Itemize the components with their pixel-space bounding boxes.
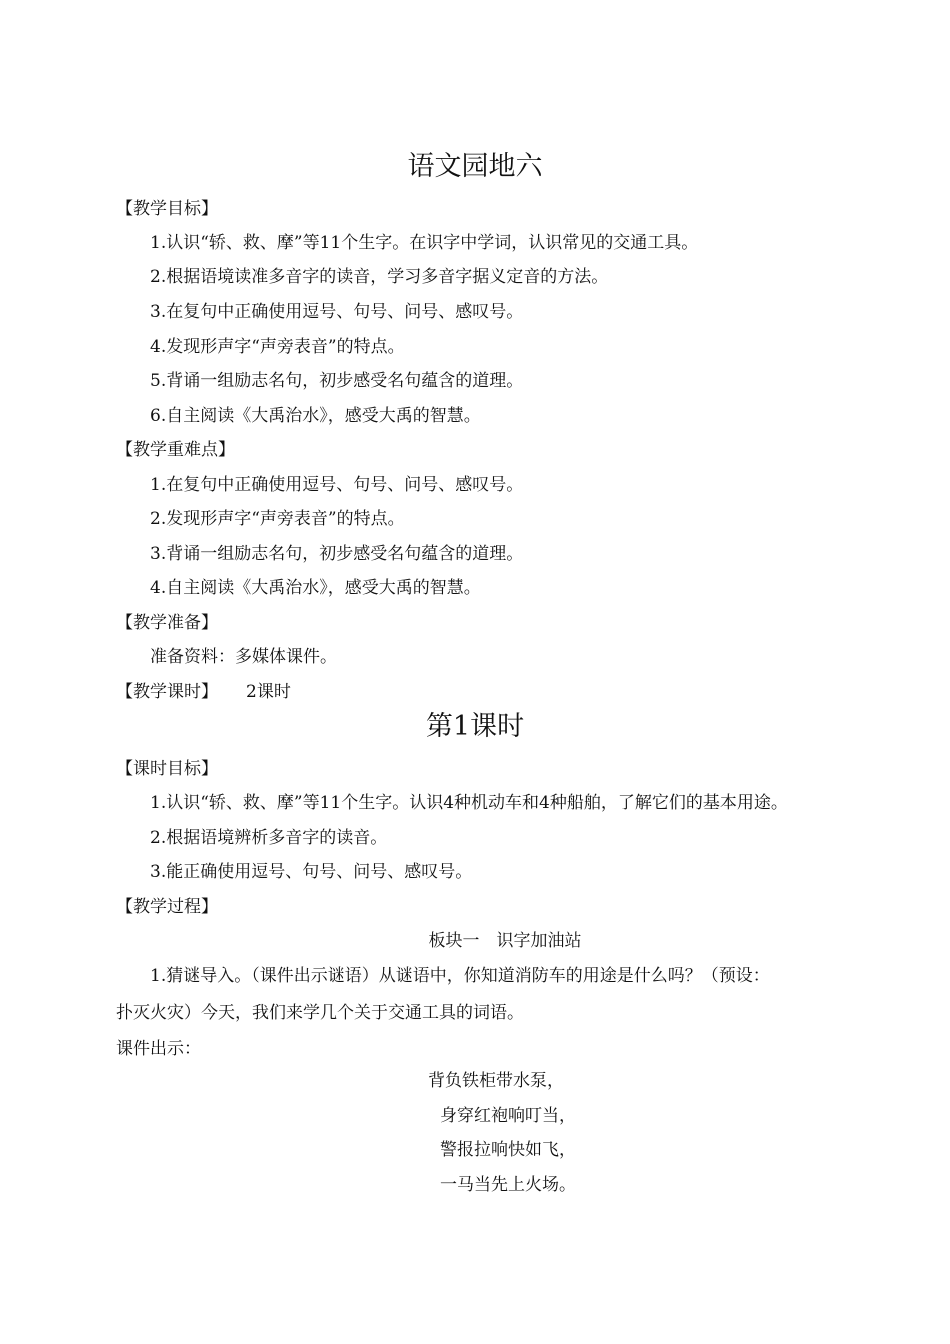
goal-item: 2.根据语境读准多音字的读音，学习多音字据义定音的方法。 [150, 267, 609, 287]
goal-item: 3.在复句中正确使用逗号、句号、问号、感叹号。 [150, 302, 524, 322]
goal-item: 4.发现形声字“声旁表音”的特点。 [150, 337, 405, 357]
preparation-heading: 【教学准备】 [116, 613, 218, 633]
riddle-line: 背负铁柜带水泵， [428, 1071, 564, 1091]
key-point-item: 1.在复句中正确使用逗号、句号、问号、感叹号。 [150, 475, 524, 495]
preparation-text: 准备资料：多媒体课件。 [150, 647, 337, 667]
intro-paragraph-line: 1.猜谜导入。（课件出示谜语）从谜语中，你知道消防车的用途是什么吗？（预设： [150, 966, 770, 986]
riddle-line: 警报拉响快如飞， [440, 1140, 576, 1160]
riddle-line: 身穿红袍响叮当， [440, 1106, 576, 1126]
page-title: 语文园地六 [407, 151, 543, 182]
process-heading: 【教学过程】 [116, 897, 218, 917]
goal-item: 6.自主阅读《大禹治水》，感受大禹的智慧。 [150, 406, 481, 426]
lesson-goal-item: 1.认识“轿、救、摩”等11个生字。认识4种机动车和4种船舶，了解它们的基本用途。 [150, 793, 788, 813]
goals-heading: 【教学目标】 [116, 199, 218, 219]
periods-heading: 【教学课时】 [116, 682, 218, 702]
key-point-item: 3.背诵一组励志名句，初步感受名句蕴含的道理。 [150, 544, 524, 564]
lesson-goals-heading: 【课时目标】 [116, 759, 218, 779]
courseware-label: 课件出示： [116, 1039, 201, 1059]
lesson-goal-item: 3.能正确使用逗号、句号、问号、感叹号。 [150, 862, 473, 882]
intro-paragraph-line: 扑灭火灾）今天，我们来学几个关于交通工具的词语。 [116, 1003, 524, 1023]
goal-item: 1.认识“轿、救、摩”等11个生字。在识字中学词，认识常见的交通工具。 [150, 233, 699, 253]
lesson-goal-item: 2.根据语境辨析多音字的读音。 [150, 828, 388, 848]
goal-item: 5.背诵一组励志名句，初步感受名句蕴含的道理。 [150, 371, 524, 391]
key-point-item: 2.发现形声字“声旁表音”的特点。 [150, 509, 405, 529]
riddle-line: 一马当先上火场。 [440, 1175, 576, 1195]
block-title: 板块一 识字加油站 [428, 931, 582, 951]
key-point-item: 4.自主阅读《大禹治水》，感受大禹的智慧。 [150, 578, 481, 598]
periods-value: 2课时 [246, 682, 291, 702]
lesson-title: 第1课时 [425, 711, 525, 742]
key-points-heading: 【教学重难点】 [116, 440, 235, 460]
